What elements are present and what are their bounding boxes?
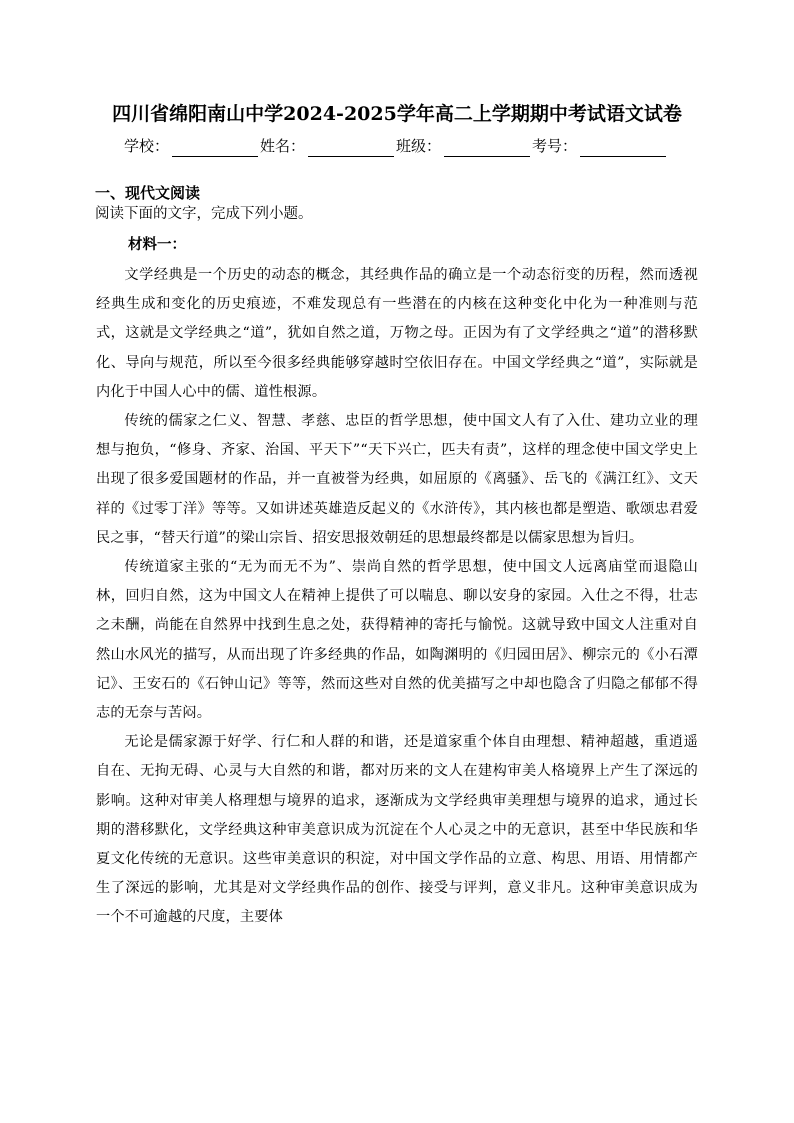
school-label: 学校：: [124, 137, 170, 155]
class-blank-line: [444, 140, 530, 157]
exam-title: 四川省绵阳南山中学2024-2025学年高二上学期期中考试语文试卷: [112, 103, 682, 125]
paragraph: 传统道家主张的“无为而无不为”、崇尚自然的哲学思想，使中国文人远离庙堂而退隐山林，回归自然，这为中国文人在精神上提供了可以喘息、聊以安身的家园。入仕之不得，壮志之未酬，尚能在自然界中找到生息之处，获得精神的寄托与愉悦。这就导致中国文人注重对自然山水风光的描写，从而出现了许多经典的作品，如陶渊明的《归园田居》、柳宗元的《小石潭记》、王安石的《石钟山记》等等，然而这些对自然的优美描写之中却也隐含了归隐之郁郁不得志的无奈与苦闷。: [96, 559, 698, 722]
name-label: 姓名：: [260, 137, 306, 155]
paragraph: 传统的儒家之仁义、智慧、孝慈、忠臣的哲学思想，使中国文人有了入仕、建功立业的理想与抱负，“修身、齐家、治国、平天下”“天下兴亡，匹夫有责”，这样的理念使中国文学史上出现了很多爱国题材的作品，并一直被誉为经典，如屈原的《离骚》、岳飞的《满江红》、文天祥的《过零丁洋》等等。又如讲述英雄造反起义的《水浒传》，其内核也都是塑造、歌颂忠君爱民之事，“替天行道”的梁山宗旨、招安思报效朝廷的思想最终都是以儒家思想为旨归。: [96, 413, 698, 546]
material-label: 材料一：: [128, 236, 186, 253]
number-label: 考号：: [532, 137, 578, 155]
paragraph: 文学经典是一个历史的动态的概念，其经典作品的确立是一个动态衍变的历程，然而透视经典生成和变化的历史痕迹，不难发现总有一些潜在的内核在这种变化中化为一种准则与范式，这就是文学经典之“道”，犹如自然之道，万物之母。正因为有了文学经典之“道”的潜移默化、导向与规范，所以至今很多经典能够穿越时空依旧存在。中国文学经典之“道”，实际就是内化于中国人心中的儒、道性根源。: [96, 267, 698, 400]
school-blank-line: [172, 140, 258, 157]
name-blank-line: [308, 140, 394, 157]
section-heading: 一、现代文阅读: [95, 184, 201, 202]
class-label: 班级：: [396, 137, 442, 155]
student-info-row: [124, 135, 684, 159]
number-blank-line: [580, 140, 666, 157]
reading-instruction: 阅读下面的文字，完成下列小题。: [95, 206, 313, 222]
material-body: [96, 261, 698, 933]
paragraph: 无论是儒家源于好学、行仁和人群的和谐，还是道家重个体自由理想、精神超越，重逍遥自在、无拘无碍、心灵与大自然的和谐，都对历来的文人在建构审美人格境界上产生了深远的影响。这种对审美人格理想与境界的追求，逐渐成为文学经典审美理想与境界的追求，通过长期的潜移默化，文学经典这种审美意识成为沉淀在个人心灵之中的无意识，甚至中华民族和华夏文化传统的无意识。这些审美意识的积淀，对中国文学作品的立意、构思、用语、用情都产生了深远的影响，尤其是对文学经典作品的创作、接受与评判，意义非凡。这种审美意识成为一个不可逾越的尺度，主要体: [96, 734, 698, 926]
